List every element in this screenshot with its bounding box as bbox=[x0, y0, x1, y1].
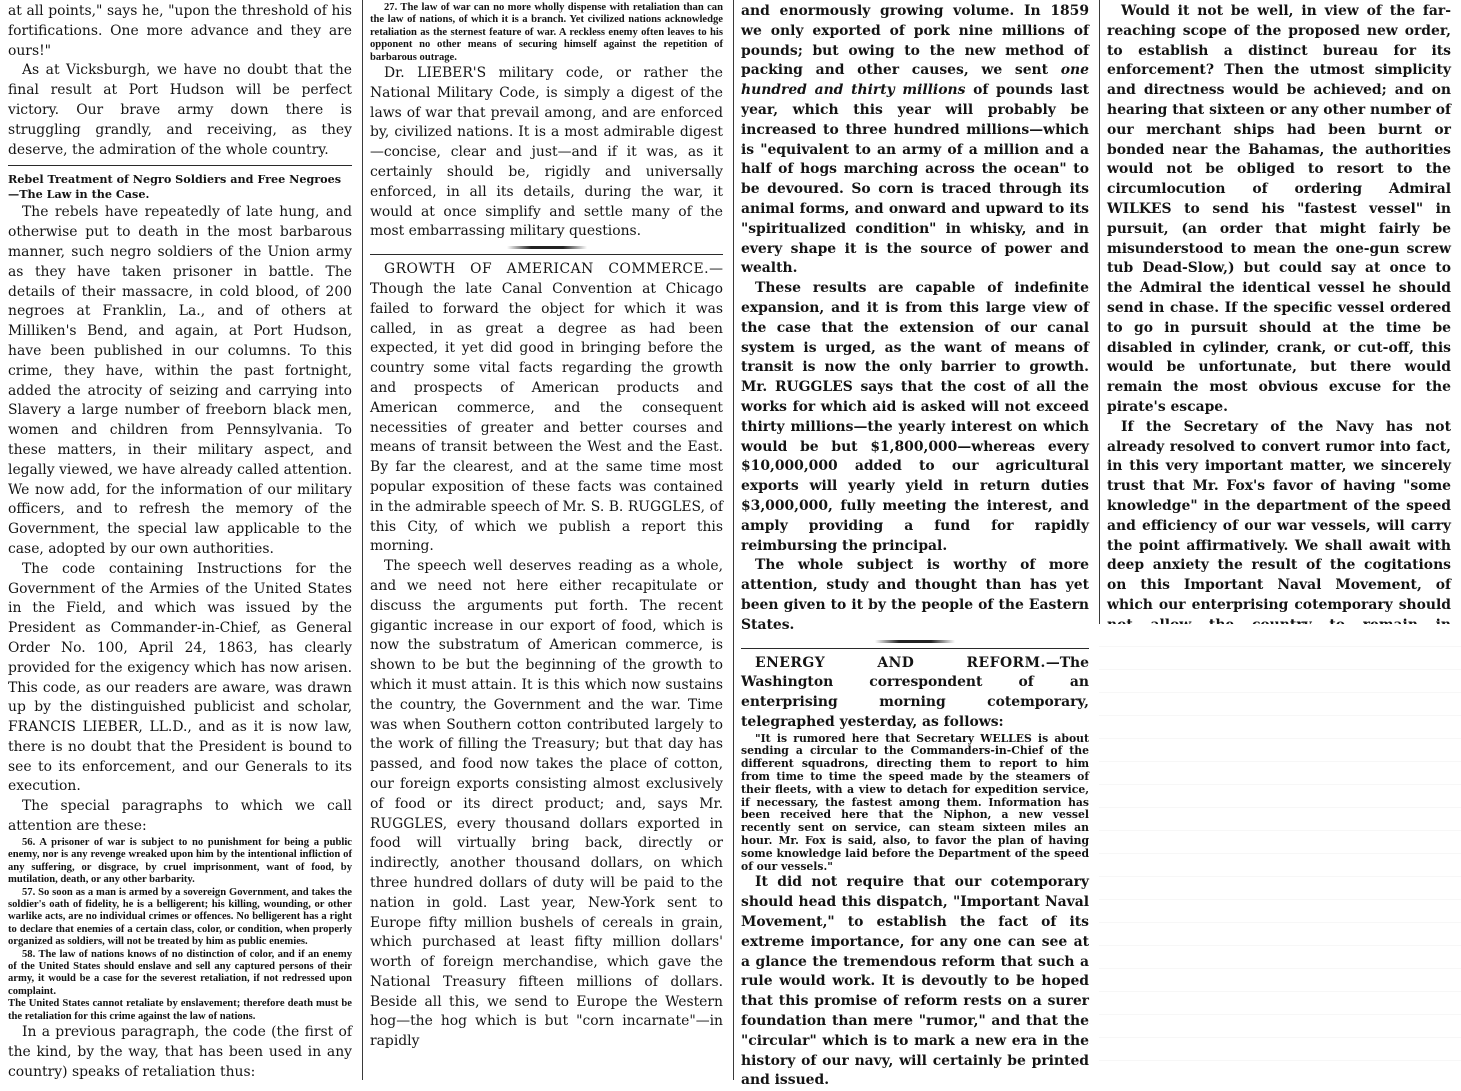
blank-area bbox=[1099, 624, 1461, 1080]
code-section-27: 27. The law of war can no more wholly dispense with retaliation than can the law of nations, of which it is a branch. Yet civilized nations acknowledge retaliation as the sternest feature of war. A reckless enemy often leaves to his opponent no other means of securing himself against the repetition of barbarous outrage. bbox=[370, 2, 723, 63]
col3-paragraph-4: ENERGY AND REFORM.—The Washington correspondent of an enterprising morning cotemporary, telegraphed yesterday, as follows: bbox=[741, 654, 1089, 730]
col3-paragraph-2: These results are capable of indefinite expansion, and it is from this large view of the case that the extension of our canal system is urged, as the want of means of transit is now the only barrier to growth. Mr. RUGGLES says that the cost of all the works for which aid is asked will not exceed thirty millions—the yearly interest on which would be but $1,800,000—whereas every $10,000,000 added to our agricultural exports will yearly yield in return duties $3,000,000, fully meeting the interest, and amply providing a fund for rapidly reimbursing the principal. bbox=[741, 280, 1089, 554]
column-3 bbox=[733, 0, 1099, 1089]
col3-paragraph-3: The whole subject is worthy of more attention, study and thought than has yet been given to it by the people of the Eastern States. bbox=[741, 557, 1089, 633]
col2-paragraph-3: The speech well deserves reading as a whole, and we need not here either recapitulate or discuss the arguments put forth. The recent gigantic increase in our export of food, which is now the substratum of American commerce, is shown to be but the beginning of the growth to which it must attain. It is this which now sustains the country, the Government and the war. Time was when Southern cotton contributed largely to the work of filling the Treasury; but that day has passed, and food now takes the place of cotton, our foreign exports consisting almost exclusively of food or its direct product; and, says Mr. RUGGLES, every thousand dollars exported in food will virtually bring back, directly or indirectly, another thousand dollars, on which three hundred dollars of duty will be paid to the nation in gold. Last year, New-York sent to Europe fifty million bushels of cereals in grain, which purchased at least fifty million dollars' worth of foreign merchandise, which gave the National Treasury fifteen millions of dollars. Beside all this, we send to Europe the Western hog—the hog which is but "corn incarnate"—in rapidly bbox=[370, 558, 723, 1050]
quoted-dispatch: "It is rumored here that Secretary WELLES is about sending a circular to the Commanders-in-Chief of the different squadrons, directing them to report to him from time to time the speed made by the steamers of their fleets, with a view to detach for expedition service, if necessary, the fastest among them. Information has been received here that the Niphon, a new vessel recently sent on service, can steam sixteen miles an hour. Mr. Fox is said, also, to favor the plan of having some knowledge laid before the Department of the speed of our vessels." bbox=[741, 731, 1089, 873]
article-lead-growth-of-commerce: GROWTH OF AMERICAN COMMERCE. bbox=[384, 261, 710, 278]
section-divider bbox=[741, 648, 1089, 649]
section-divider bbox=[370, 254, 723, 255]
col2-paragraph-2: GROWTH OF AMERICAN COMMERCE.—Though the late Canal Convention at Chicago failed to forward the object for which it was called, in as great a degree as had been expected, it yet did good in bringing before the country some vital facts regarding the growth and prospects of American products and American commerce, and the consequent necessities of greater and better courses and means of transit between the West and the East. By far the clearest, and at the same time most popular exposition of these facts was contained in the admirable speech of Mr. S. B. RUGGLES, of this City, of which we publish a report this morning. bbox=[370, 261, 723, 555]
col3-paragraph-5: It did not require that our cotemporary should head this dispatch, "Important Naval Movement," to establish the fact of its extreme importance, for any one can see at a glance the tremendous reform that such a rule would work. It is devoutly to be hoped that this promise of reform rests on a surer foundation than mere "rumor," and that the "circular" which is to mark a new era in the history of our navy, will certainly be printed and issued. bbox=[741, 874, 1089, 1089]
col3-paragraph-1: and enormously growing volume. In 1859 we only exported of pork nine millions of pounds; but owing to the new method of packing and other causes, we sent one hundred and thirty millions of pounds last year, which this year will probably be increased to three hundred millions—which is "equivalent to an army of a million and a half of hogs marching across the ocean" to be devoured. So corn is traced through its animal forms, and onward and upward to its "spiritualized condition" in whisky, and in every shape it is the source of power and wealth. bbox=[741, 3, 1089, 277]
article-heading-rebel-treatment: Rebel Treatment of Negro Soldiers and Free Negroes—The Law in the Case. bbox=[8, 172, 342, 201]
col1-paragraph-6: In a previous paragraph, the code (the first of the kind, by the way, that has been used in any country) speaks of retaliation thus: bbox=[8, 1023, 352, 1080]
code-section-56: 56. A prisoner of war is subject to no punishment for being a public enemy, nor is any revenge wreaked upon him by the intentional infliction of any suffering, or disgrace, by cruel imprisonment, want of food, by mutilation, death, or any other barbarity. bbox=[8, 836, 352, 886]
col2-paragraph-1: Dr. LIEBER'S military code, or rather the National Military Code, is simply a digest of the laws of war that prevail among, and are enforced by, civilized nations. It is a most admirable digest—concise, clear and just—and if it was, as it certainly should be, rigidly and universally enforced, in all its details, during the war, it would at once simplify and settle many of the most embarrassing military questions. bbox=[370, 65, 723, 240]
col1-paragraph-3: The rebels have repeatedly of late hung, and otherwise put to death in the most barbarous manner, such negro soldiers of the Union army as they have taken prisoner in battle. The details of their massacre, in cold blood, of 200 negroes at Franklin, La., and of others at Milliken's Bend, and again, at Port Hudson, have been published in our columns. To this crime, they have, within the past fortnight, added the atrocity of seizing and carrying into Slavery a large number of freeborn black men, women and children from Pennsylvania. To these matters, in their military aspect, and legally viewed, we have already called attention. We now add, for the information of our military officers, and to refresh the memory of the Government, the special law applicable to the case, adopted by our own authorities. bbox=[8, 204, 352, 557]
code-section-58-continued: The United States cannot retaliate by enslavement; therefore death must be the retaliation for this crime against the law of nations. bbox=[8, 998, 352, 1022]
col1-paragraph-1: at all points," says he, "upon the threshold of his fortifications. One more advance and they are ours!" bbox=[8, 3, 352, 59]
col1-paragraph-5: The special paragraphs to which we call attention are these: bbox=[8, 798, 352, 835]
section-divider bbox=[8, 165, 352, 166]
column-1 bbox=[0, 0, 362, 1080]
code-section-58: 58. The law of nations knows of no distinction of color, and if an enemy of the United States should enslave and sell any captured persons of their army, it would be a case for the severest retaliation, if not redressed upon complaint. bbox=[8, 948, 352, 997]
col4-paragraph-2: If the Secretary of the Navy has not already resolved to convert rumor into fact, in this very important matter, we sincerely trust that Mr. Fox's favor of having "some knowledge" in the department of the speed and efficiency of our war vessels, will carry the point affirmatively. We shall await with deep anxiety the result of the cogitations on this Important Naval Movement, of which our enterprising cotemporary should bbox=[1107, 418, 1451, 613]
col1-paragraph-2: As at Vicksburgh, we have no doubt that the final result at Port Hudson will be perfect victory. Our brave army down there is struggling grandly, and receiving, as they deserve, the admiration of the whole country. bbox=[8, 62, 352, 158]
ornament-dash bbox=[875, 640, 955, 643]
ornament-dash bbox=[507, 246, 587, 249]
column-2 bbox=[362, 0, 733, 1080]
col4-paragraph-1: Would it not be well, in view of the far-reaching scope of the proposed new order, to establish a distinct bureau for its enforcement? Then the utmost simplicity and directness would be achieved; and on hearing that sixteen or any other number of our merchant ships had been burnt or bonded near the Bahamas, the authorities would not be obliged to resort to the circumlocution of ordering Admiral WILKES to send his "fastest vessel" in pursuit, (an order that might fairly be misunderstood to mean the one-gun screw tub Dead-Slow,) but could say at once to the Admiral the identical vessel he should send in chase. If the specific vessel ordered to go in pursuit should at the time be disabled in cylinder, crank, or cut-off, this would be unfortunate, but there would remain the most obvious excuse for the pirate's escape. bbox=[1107, 3, 1451, 415]
article-lead-energy-and-reform: ENERGY AND REFORM. bbox=[755, 654, 1046, 671]
code-section-57: 57. So soon as a man is armed by a sovereign Government, and takes the soldier's oath of fidelity, he is a belligerent; his killing, wounding, or other warlike acts, are no individual crimes or offences. No belligerent has a right to declare that enemies of a certain class, color, or condition, when properly organized as soldiers, will not be treated by him as public enemies. bbox=[8, 886, 352, 948]
col1-paragraph-4: The code containing Instructions for the Government of the Armies of the United States in the Field, and which was issued by the President as Commander-in-Chief, as General Order No. 100, April 24, 1863, has clearly provided for the exigency which has now arisen. This code, as our readers are aware, was drawn up by the distinguished publicist and scholar, FRANCIS LIEBER, LL.D., and as it is now law, there is no doubt that the President is bound to see to its enforcement, and our Generals to its execution. bbox=[8, 560, 352, 795]
